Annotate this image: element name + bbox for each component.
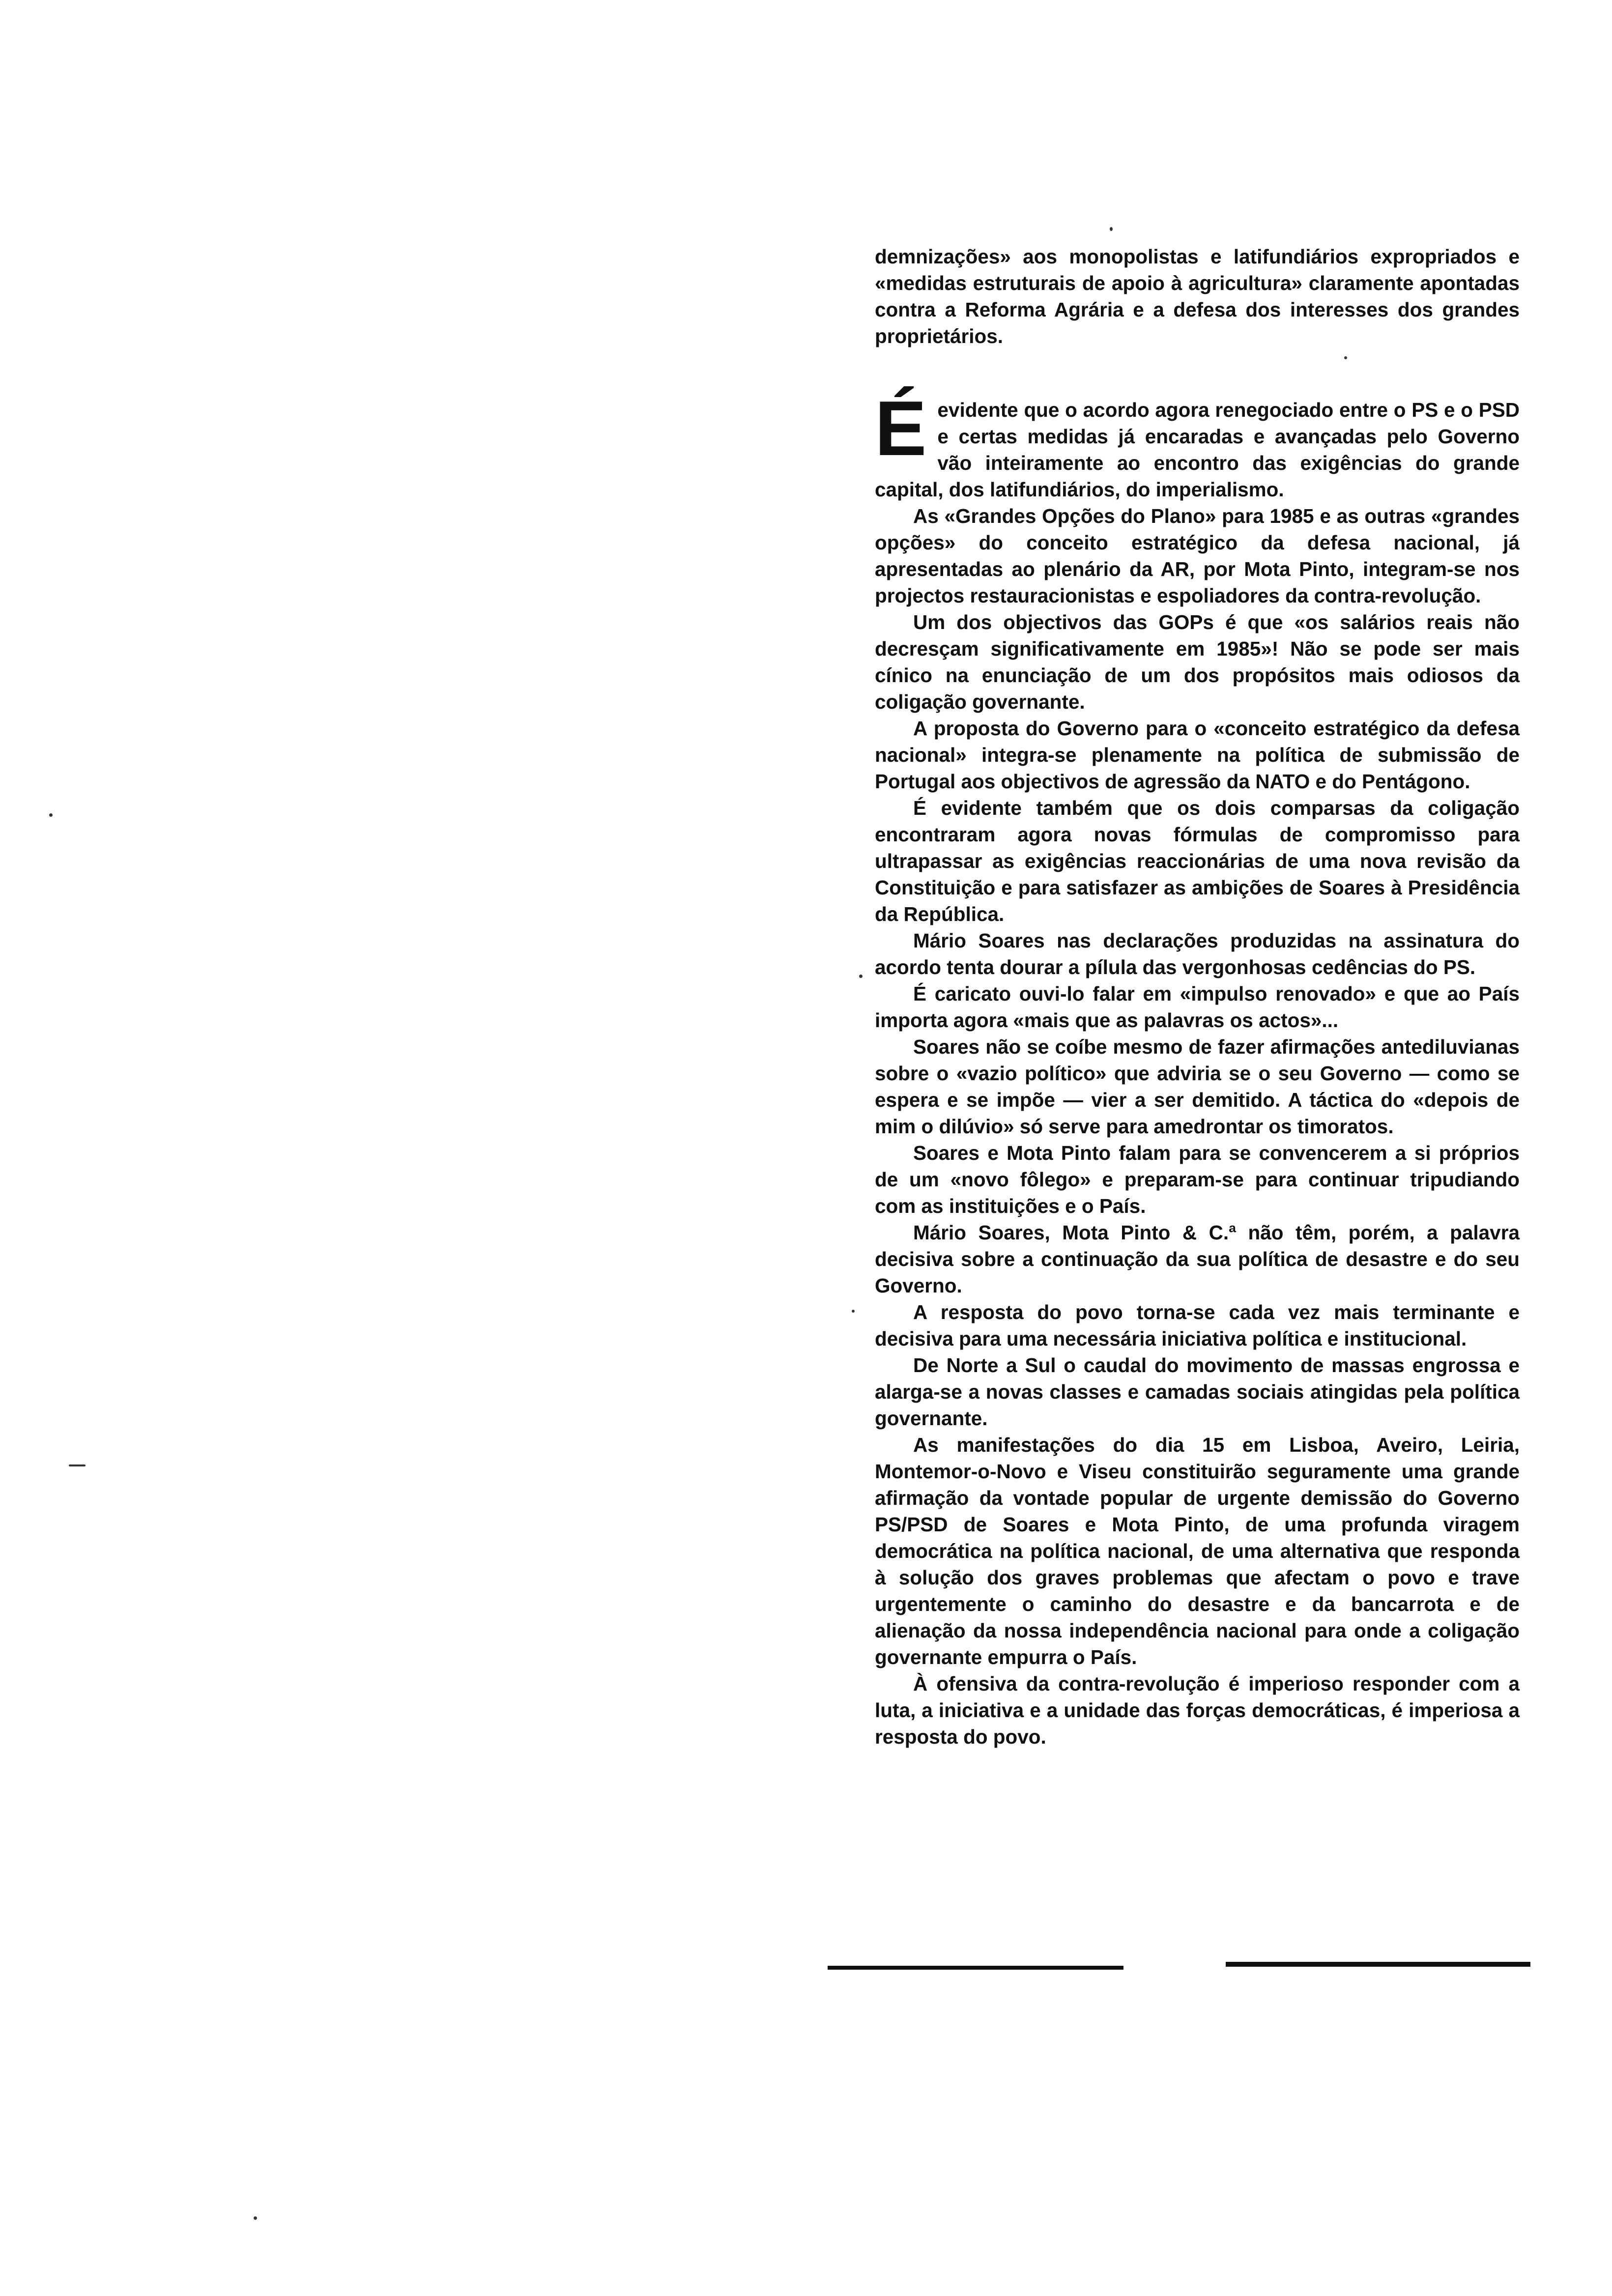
paragraph-novo-folego: Soares e Mota Pinto falam para se convencerem a si próprios de um «novo fôlego» e preparam-se para continuar tripudiando com as instituições e o País. bbox=[875, 1142, 1520, 1217]
paragraph-ofensiva: À ofensiva da contra-revolução é imperioso responder com a luta, a iniciativa e a unidade das forças democráticas, é imperiosa a resposta do povo. bbox=[875, 1672, 1520, 1748]
article-column bbox=[875, 243, 1520, 1750]
drop-cap: É bbox=[875, 385, 927, 472]
opening-section bbox=[875, 385, 1520, 503]
scan-speck bbox=[1110, 227, 1113, 231]
paragraph-resposta-povo: A resposta do povo torna-se cada vez mais terminante e decisiva para uma necessária iniciativa política e institucional. bbox=[875, 1301, 1520, 1350]
paragraph-gops-salarios: Um dos objectivos das GOPs é que «os salários reais não decresçam significativamente em 1985»! Não se pode ser mais cínico na enunciação de um dos propósitos mais odiosos da coligação governante. bbox=[875, 611, 1520, 713]
scan-speck bbox=[69, 1464, 86, 1466]
paragraph-grandes-opcoes: As «Grandes Opções do Plano» para 1985 e as outras «grandes opções» do conceito estratégico da defesa nacional, já apresentadas ao plenário da AR, por Mota Pinto, integram-se nos projectos restauracionistas e espoliadores da contra-revolução. bbox=[875, 505, 1520, 607]
paragraph-norte-a-sul: De Norte a Sul o caudal do movimento de massas engrossa e alarga-se a novas classes e camadas sociais atingidas pela política governante. bbox=[875, 1354, 1520, 1430]
scan-speck bbox=[1344, 356, 1347, 359]
paragraph-palavra-decisiva: Mário Soares, Mota Pinto & C.ª não têm, porém, a palavra decisiva sobre a continuação da sua política de desastre e do seu Governo. bbox=[875, 1221, 1520, 1297]
paragraph-defesa-nacional: A proposta do Governo para o «conceito estratégico da defesa nacional» integra-se plenamente na política de submissão de Portugal aos objectivos de agressão da NATO e do Pentágono. bbox=[875, 717, 1520, 793]
opening-paragraph: evidente que o acordo agora renegociado entre o PS e o PSD e certas medidas já encaradas e avançadas pelo Governo vão inteiramente ao encontro das exigências do grande capital, dos latifundiários, do imperialismo. bbox=[875, 399, 1520, 501]
paragraph-vazio-politico: Soares não se coíbe mesmo de fazer afirmações antediluvianas sobre o «vazio político» que adviria se o seu Governo — como se espera e se impõe — vier a ser demitido. A táctica do «depois de mim o dilúvio» só serve para amedrontar os timoratos. bbox=[875, 1035, 1520, 1138]
scan-speck bbox=[254, 2216, 257, 2220]
lead-paragraph: demnizações» aos monopolistas e latifundiários expropriados e «medidas estruturais de apoio à agricultura» claramente apontadas contra a Reforma Agrária e a defesa dos interesses dos grandes proprietários. bbox=[875, 245, 1520, 347]
scan-speck bbox=[859, 975, 863, 978]
paragraph-manifestacoes: As manifestações do dia 15 em Lisboa, Aveiro, Leiria, Montemor-o-Novo e Viseu constituirão seguramente uma grande afirmação da vontade popular de urgente demissão do Governo PS/PSD de Soares e Mota Pinto, de uma profunda viragem democrática na política nacional, de uma alternativa que responda à solução dos graves problemas que afectam o povo e trave urgentemente o caminho do desastre e da bancarrota e de alienação da nossa independência nacional para onde a coligação governante empurra o País. bbox=[875, 1434, 1520, 1668]
scan-speck bbox=[852, 1310, 855, 1313]
end-rule-right bbox=[1226, 1962, 1530, 1967]
end-rule-left bbox=[828, 1966, 1123, 1970]
scan-speck bbox=[49, 813, 53, 817]
paragraph-caricato: É caricato ouvi-lo falar em «impulso renovado» e que ao País importa agora «mais que as palavras os actos»... bbox=[875, 982, 1520, 1032]
paragraph-comparsas: É evidente também que os dois comparsas da coligação encontraram agora novas fórmulas de compromisso para ultrapassar as exigências reaccionárias de uma nova revisão da Constituição e para satisfazer as ambições de Soares à Presidência da República. bbox=[875, 797, 1520, 925]
paragraph-declaracoes: Mário Soares nas declarações produzidas na assinatura do acordo tenta dourar a pílula das vergonhosas cedências do PS. bbox=[875, 929, 1520, 978]
